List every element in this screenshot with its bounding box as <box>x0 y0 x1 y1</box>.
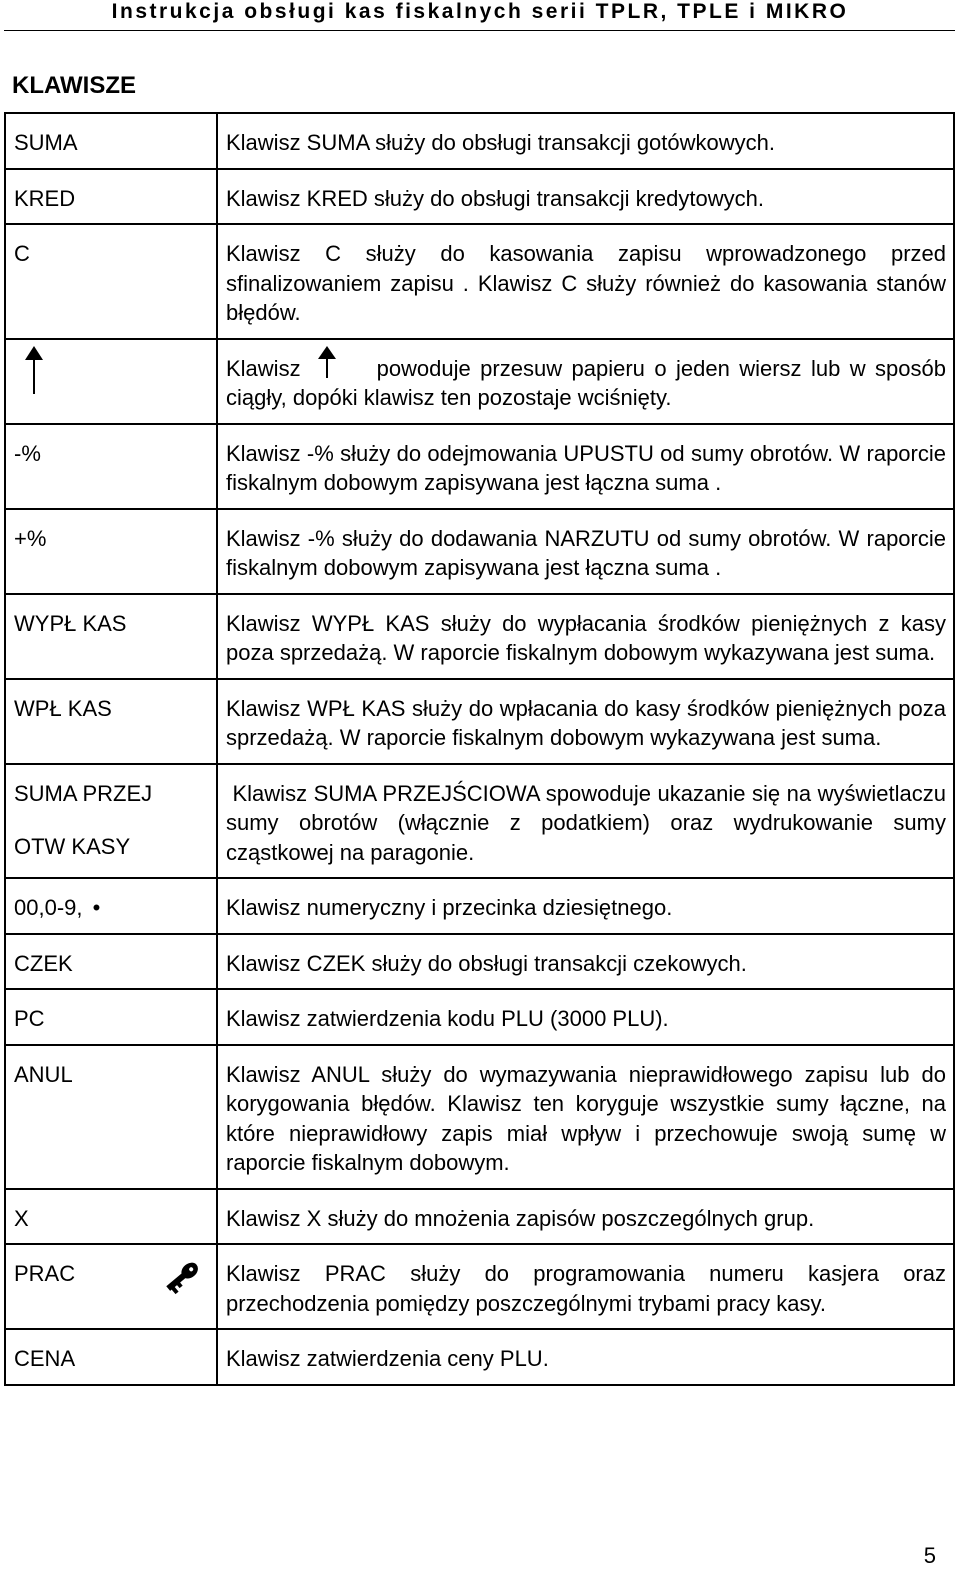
key-description: Klawisz -% służy do dodawania NARZUTU od sumy obrotów. W raporcie fiskalnym dobowym zapisywana jest łączna suma . <box>217 509 954 594</box>
table-row <box>5 878 954 934</box>
table-row <box>5 679 954 764</box>
key-name: WYPŁ KAS <box>5 594 217 679</box>
key-description: Klawisz SUMA służy do obsługi transakcji gotówkowych. <box>217 113 954 169</box>
key-description: Klawisz -% służy do odejmowania UPUSTU od sumy obrotów. W raporcie fiskalnym dobowym zapisywana jest łączna suma . <box>217 424 954 509</box>
section-title: KLAWISZE <box>12 72 136 99</box>
keys-table <box>4 112 955 1386</box>
key-name: X <box>5 1189 217 1245</box>
table-row <box>5 113 954 169</box>
table-row <box>5 424 954 509</box>
key-description: Klawisz ANUL służy do wymazywania nieprawidłowego zapisu lub do korygowania błędów. Klawisz ten koryguje wszystkie sumy łączne, na które nieprawidłowy zapis miał wpływ i przechowuje swoją sumę w raporcie fiskalnym dobowym. <box>217 1045 954 1189</box>
table-row <box>5 509 954 594</box>
table-row <box>5 1189 954 1245</box>
key-name <box>5 1244 217 1329</box>
key-description: Klawisz numeryczny i przecinka dziesiętnego. <box>217 878 954 934</box>
key-description: Klawisz X służy do mnożenia zapisów poszczególnych grup. <box>217 1189 954 1245</box>
key-description <box>217 339 954 424</box>
key-name: -% <box>5 424 217 509</box>
key-name: PC <box>5 989 217 1045</box>
key-description: Klawisz SUMA PRZEJŚCIOWA spowoduje ukazanie się na wyświetlaczu sumy obrotów (włącznie z podatkiem) oraz wydrukowanie sumy cząstkowej na paragonie. <box>217 764 954 879</box>
key-description: Klawisz WPŁ KAS służy do wpłacania do kasy środków pieniężnych poza sprzedażą. W raporcie fiskalnym dobowym wykazywana jest suma. <box>217 679 954 764</box>
header-rule <box>4 30 955 31</box>
key-name <box>5 878 217 934</box>
key-name: CZEK <box>5 934 217 990</box>
table-row <box>5 934 954 990</box>
key-description: Klawisz C służy do kasowania zapisu wprowadzonego przed sfinalizowaniem zapisu . Klawisz C służy również do kasowania stanów błędów. <box>217 224 954 339</box>
table-row <box>5 169 954 225</box>
table-row <box>5 1329 954 1385</box>
bullet-icon: • <box>92 895 101 920</box>
key-description: Klawisz PRAC służy do programowania numeru kasjera oraz przechodzenia pomiędzy poszczególnymi trybami pracy kasy. <box>217 1244 954 1329</box>
key-name: WPŁ KAS <box>5 679 217 764</box>
key-description: Klawisz CZEK służy do obsługi transakcji czekowych. <box>217 934 954 990</box>
key-name-line: OTW KASY <box>14 834 131 859</box>
table-row <box>5 339 954 424</box>
key-name: KRED <box>5 169 217 225</box>
table-row <box>5 1244 954 1329</box>
key-description: Klawisz zatwierdzenia kodu PLU (3000 PLU). <box>217 989 954 1045</box>
key-name <box>5 764 217 879</box>
key-name: C <box>5 224 217 339</box>
paper-feed-arrow-icon <box>317 346 337 378</box>
key-description: Klawisz zatwierdzenia ceny PLU. <box>217 1329 954 1385</box>
desc-text: Klawisz <box>226 355 301 381</box>
key-icon <box>160 1257 204 1297</box>
key-name-text: PRAC <box>14 1261 76 1286</box>
document-header: Instrukcja obsługi kas fiskalnych serii TPLR, TPLE i MIKRO <box>111 0 849 23</box>
table-row <box>5 989 954 1045</box>
key-name: CENA <box>5 1329 217 1385</box>
key-name-text: 00,0-9, <box>14 895 83 920</box>
key-name <box>5 339 217 424</box>
key-description: Klawisz WYPŁ KAS służy do wypłacania środków pieniężnych z kasy poza sprzedażą. W raporcie fiskalnym dobowym wykazywana jest suma. <box>217 594 954 679</box>
key-name: ANUL <box>5 1045 217 1189</box>
table-row <box>5 594 954 679</box>
page-number: 5 <box>923 1543 936 1568</box>
table-row <box>5 224 954 339</box>
paper-feed-arrow-icon <box>24 346 44 394</box>
table-row <box>5 764 954 879</box>
desc-text: powoduje przesuw papieru o jeden wiersz lub w sposób ciągły, dopóki klawisz ten pozostaje wciśnięty. <box>226 355 946 410</box>
key-name: SUMA <box>5 113 217 169</box>
key-description: Klawisz KRED służy do obsługi transakcji kredytowych. <box>217 169 954 225</box>
table-row <box>5 1045 954 1189</box>
key-name: +% <box>5 509 217 594</box>
key-name-line: SUMA PRZEJ <box>14 780 153 806</box>
